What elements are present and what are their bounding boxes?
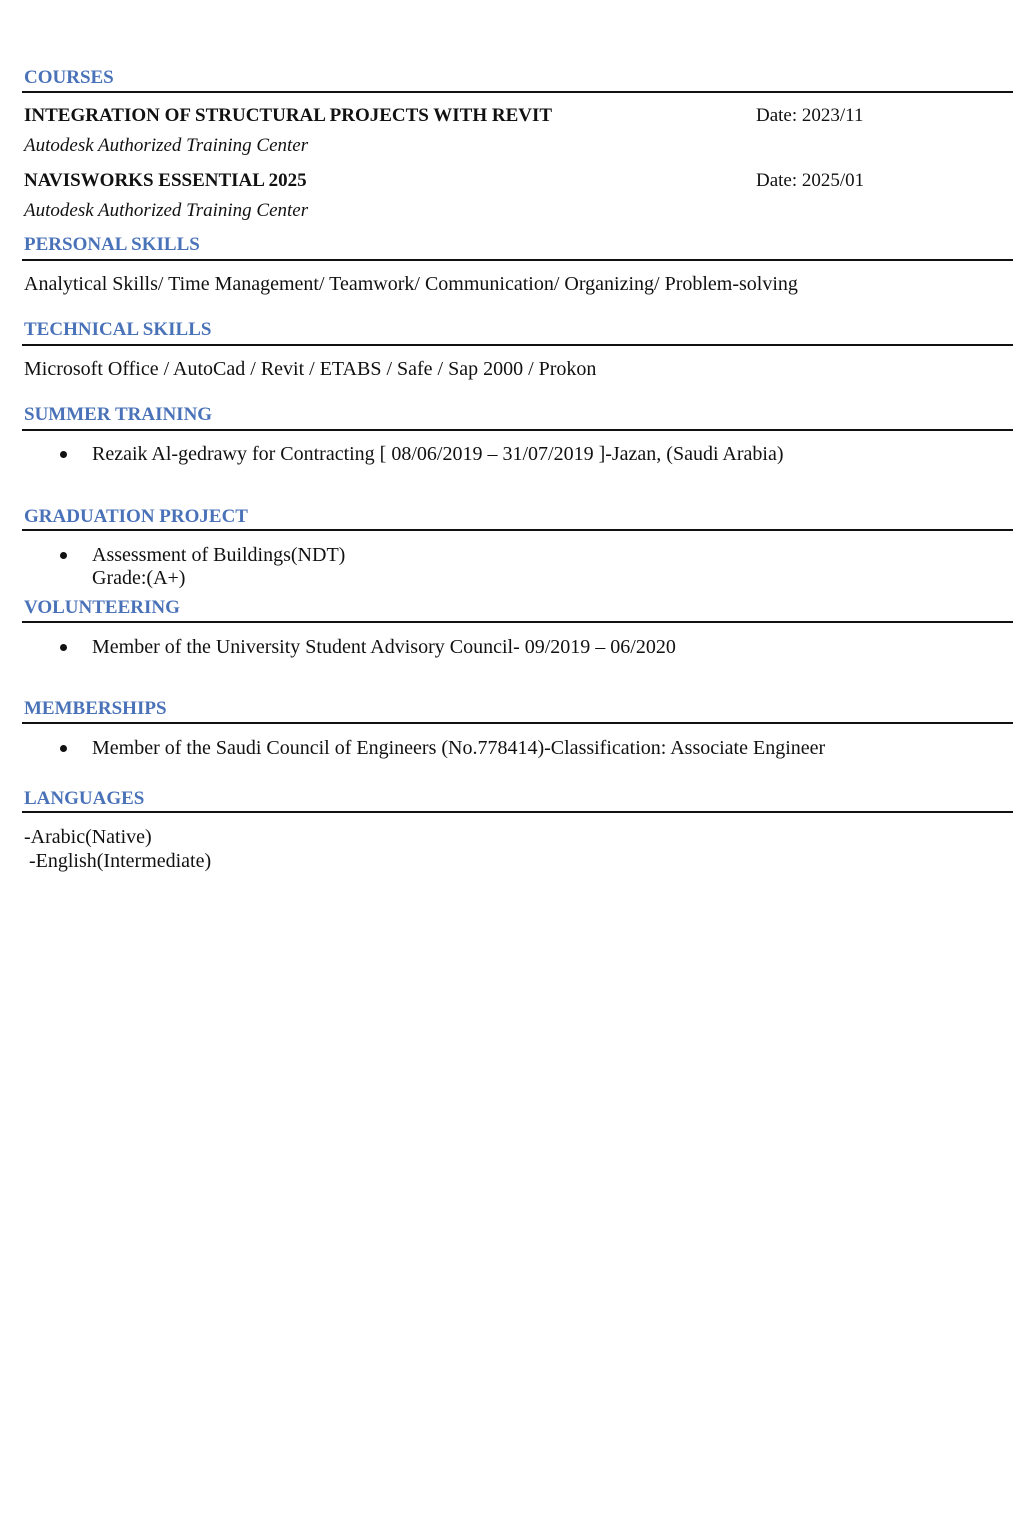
course-date: Date: 2025/01	[756, 170, 865, 191]
languages-heading: LANGUAGES	[24, 788, 145, 809]
technical-skills-text: Microsoft Office / AutoCad / Revit / ETABS / Safe / Sap 2000 / Prokon	[24, 358, 597, 380]
graduation-project-grade: Grade:(A+)	[92, 567, 186, 589]
memberships-heading: MEMBERSHIPS	[24, 698, 167, 719]
section-divider	[22, 621, 1013, 623]
technical-skills-heading: TECHNICAL SKILLS	[24, 319, 212, 340]
course-title: NAVISWORKS ESSENTIAL 2025	[24, 170, 307, 191]
section-divider	[22, 722, 1013, 724]
personal-skills-heading: PERSONAL SKILLS	[24, 234, 200, 255]
summer-training-item: Rezaik Al-gedrawy for Contracting [ 08/06/2019 – 31/07/2019 ]-Jazan, (Saudi Arabia)	[92, 443, 784, 465]
bullet-icon	[60, 745, 67, 752]
bullet-icon	[60, 552, 67, 559]
section-divider	[22, 429, 1013, 431]
volunteering-item: Member of the University Student Advisory Council- 09/2019 – 06/2020	[92, 636, 676, 658]
course-title: INTEGRATION OF STRUCTURAL PROJECTS WITH REVIT	[24, 105, 553, 126]
summer-training-heading: SUMMER TRAINING	[24, 404, 213, 425]
bullet-icon	[60, 644, 67, 651]
section-divider	[22, 344, 1013, 346]
personal-skills-text: Analytical Skills/ Time Management/ Teamwork/ Communication/ Organizing/ Problem-solving	[24, 273, 798, 295]
course-provider: Autodesk Authorized Training Center	[24, 135, 309, 156]
bullet-icon	[60, 451, 67, 458]
graduation-project-title: Assessment of Buildings(NDT)	[92, 544, 346, 566]
section-divider	[22, 259, 1013, 261]
section-divider	[22, 91, 1013, 93]
section-divider	[22, 529, 1013, 531]
volunteering-heading: VOLUNTEERING	[24, 597, 180, 618]
course-provider: Autodesk Authorized Training Center	[24, 200, 309, 221]
section-divider	[22, 811, 1013, 813]
membership-item: Member of the Saudi Council of Engineers (No.778414)-Classification: Associate Engineer	[92, 737, 826, 759]
language-item: -English(Intermediate)	[24, 850, 212, 872]
language-item: -Arabic(Native)	[24, 826, 152, 848]
courses-heading: COURSES	[24, 67, 114, 88]
course-date: Date: 2023/11	[756, 105, 864, 126]
graduation-project-heading: GRADUATION PROJECT	[24, 506, 248, 527]
